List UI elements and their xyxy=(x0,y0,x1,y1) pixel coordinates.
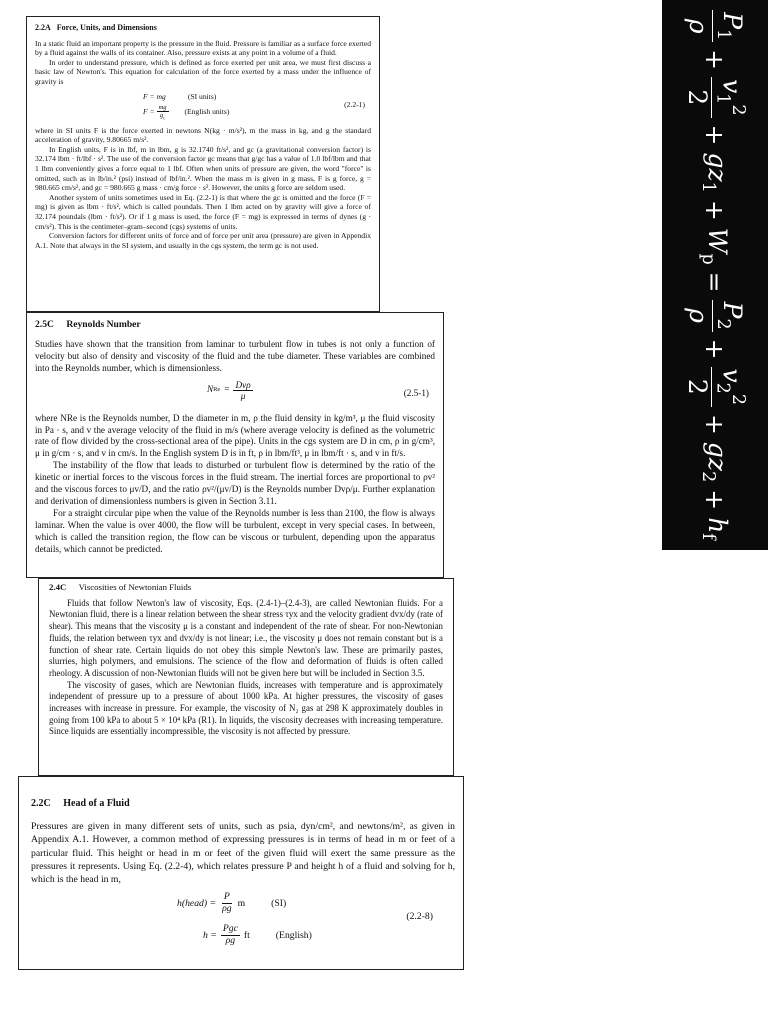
bernoulli-equation-panel xyxy=(662,0,768,550)
section-number: 2.4C xyxy=(49,582,67,592)
equation-block xyxy=(35,90,371,124)
head-equation-si: h(head) = $\frac{P}{\rho g}$ m (SI) xyxy=(177,891,287,914)
equation-block xyxy=(31,892,455,954)
equation-number: (2.2-8) xyxy=(406,911,433,923)
paragraph: Another system of units sometimes used in Eq. (2.2-1) is that where the gc is omitted and the force (F = mg) is given as lbm · ft/s², which is called poundals. Then 1 lbm acted on by gravity will give a force of 32.174 poundals (lbm · ft/s²). Or if 1 g mass is used, the force (F = mg) is expressed in terms of dynes (g · cm/s²). This is the centimeter–gram–second (cgs) systems of units. xyxy=(35,192,371,231)
section-title: Reynolds Number xyxy=(66,319,141,330)
section-heading xyxy=(49,582,443,594)
paragraph: For a straight circular pipe when the value of the Reynolds number is less than 2100, the flow is always laminar. When the value is over 4000, the flow will be turbulent, except in very special cases. In between, which is called the transition region, the flow can be viscous or turbulent, depending upon the apparatus details, which cannot be predicted. xyxy=(35,507,435,554)
paragraph: Conversion factors for different units of force and of force per unit area (pressure) are given in Appendix A.1. Note that always in the SI system, and usually in the cgs system, the term gc is not used. xyxy=(35,231,371,250)
section-title: Viscosities of Newtonian Fluids xyxy=(78,582,192,592)
paragraph: where NRe is the Reynolds number, D the diameter in m, ρ the fluid density in kg/m³, μ the fluid viscosity in Pa · s, and v the average velocity of the fluid in m/s (where average velocity is defined as the volumetric rate of flow divided by the cross-sectional area of the pipe). Units in the cgs system are D in cm, ρ in g/cm³, μ in g/cm · s, and v in cm/s. In the English system D is in ft, ρ in lbm/ft³, μ in lbm/ft · s, and v in ft/s. xyxy=(35,412,435,459)
equation-english: F = $\frac{mg}{g_c}$ (English units) xyxy=(143,103,230,120)
paragraph: In order to understand pressure, which is defined as force exerted per unit area, we must first discuss a basic law of Newton's. This equation for calculation of the force exerted by a mass under the influence of gravity is xyxy=(35,57,371,86)
equation-number: (2.2-1) xyxy=(344,99,365,109)
section-heading xyxy=(31,797,455,810)
textbook-excerpt-head-of-fluid xyxy=(18,776,464,970)
section-title: Head of a Fluid xyxy=(63,798,130,809)
paragraph: The instability of the flow that leads to disturbed or turbulent flow is determined by the ratio of the kinetic or inertial forces to the viscous forces in the fluid stream. The inertial forces are proportional to ρv² and the viscous forces to μv/D, and the ratio ρv²/(μv/D) is the Reynolds number Dvρ/μ. Further explanation and derivation of dimensionless numbers is given in Section 3.11. xyxy=(35,460,435,506)
equation-block xyxy=(35,378,435,410)
paragraph: Fluids that follow Newton's law of viscosity, Eqs. (2.4-1)–(2.4-3), are called Newtonian fluids. For a Newtonian fluid, there is a linear relation between the shear stress τyx and the velocity gradient dvx/dy (rate of shear). This means that the viscosity μ is a constant and independent of the rate of shear. For non-Newtonian fluids, the relation between τyx and dvx/dy is not linear; i.e., the viscosity μ does not remain constant but is a function of shear rate. Certain liquids do not obey this simple Newton's law. These are primarily pastes, slurries, high polymers, and emulsions. The science of the flow and deformation of fluids is often called rheology. A discussion of non-Newtonian fluids will not be given here but will be included in Section 3.5. xyxy=(49,597,443,678)
paragraph: Pressures are given in many different sets of units, such as psia, dyn/cm², and newtons/m², as given in Appendix A.1. However, a common method of expressing pressures is in terms of head in m or feet of a particular fluid. This height or head in m or feet of the given fluid will exert the same pressure as the pressures it represents. Using Eq. (2.2-4), which relates pressure P and height h of a fluid and solving for h, which is the head in m, xyxy=(31,821,455,886)
paragraph: In English units, F is in lbf, m in lbm, g is 32.1740 ft/s², and gc (a gravitational conversion factor) is 32.174 lbm · ft/lbf · s². The use of the conversion factor gc means that g/gc has a value of 1.0 lbf/lbm and that 1 lbm conveniently gives a force equal to 1 lbf. Often when units of pressure are given, the word "force" is omitted, such as in lb/in.² (psi) instead of lbf/in.². When the mass m is given in g mass, F is g force, g = 980.665 cm/s², and gc = 980.665 g mass · cm/g force · s². However, the units g force are seldom used. xyxy=(35,144,371,193)
textbook-excerpt-newtonian-viscosity xyxy=(38,578,454,776)
section-number: 2.2A xyxy=(35,23,51,32)
paragraph: where in SI units F is the force exerted in newtons N(kg · m/s²), m the mass in kg, and g the standard acceleration of gravity, 9.80665 m/s². xyxy=(35,125,371,145)
equation-si: F = mg (SI units) xyxy=(143,91,217,101)
section-heading xyxy=(35,319,435,331)
paragraph: Studies have shown that the transition from laminar to turbulent flow in tubes is not only a function of velocity but also of density and viscosity of the fluid and the tube diameter. These variables are combined into the Reynolds number, which is dimensionless. xyxy=(35,338,435,373)
section-heading xyxy=(35,23,371,33)
head-equation-english: h = $\frac{\text{Pgc}}{\rho g}$ ft (English) xyxy=(203,923,312,946)
section-number: 2.2C xyxy=(31,798,51,809)
paragraph: In a static fluid an important property is the pressure in the fluid. Pressure is familiar as a surface force exerted by a fluid against the walls of its container. Also, pressure exists at any point in a volume of a fluid. xyxy=(35,38,371,58)
section-title: Force, Units, and Dimensions xyxy=(56,23,157,32)
textbook-excerpt-force-units xyxy=(26,16,380,312)
bernoulli-equation: $P_1$ ρ + $v_1^2$ 2 + $gz_1$ + $W_p$ = $P_2$ ρ + $v_2^2$ 2 + $gz_2$ + $h_f$ xyxy=(682,12,748,540)
equation-number: (2.5-1) xyxy=(403,387,429,398)
reynolds-equation: N Re = $\frac{\text{Dvρ}}{\mu}$ xyxy=(207,379,251,401)
paragraph: The viscosity of gases, which are Newtonian fluids, increases with temperature and is approximately independent of pressure up to a pressure of about 1000 kPa. At higher pressures, the viscosity of gases increases with increase in pressure. For example, the viscosity of N₂ gas at 298 K approximately doubles in going from 100 kPa to about 5 × 10⁴ kPa (R1). In liquids, the viscosity decreases with increasing temperature. Since liquids are essentially incompressible, the viscosity is not affected by pressure. xyxy=(49,679,443,737)
textbook-excerpt-reynolds-number xyxy=(26,312,444,578)
section-number: 2.5C xyxy=(35,319,54,330)
